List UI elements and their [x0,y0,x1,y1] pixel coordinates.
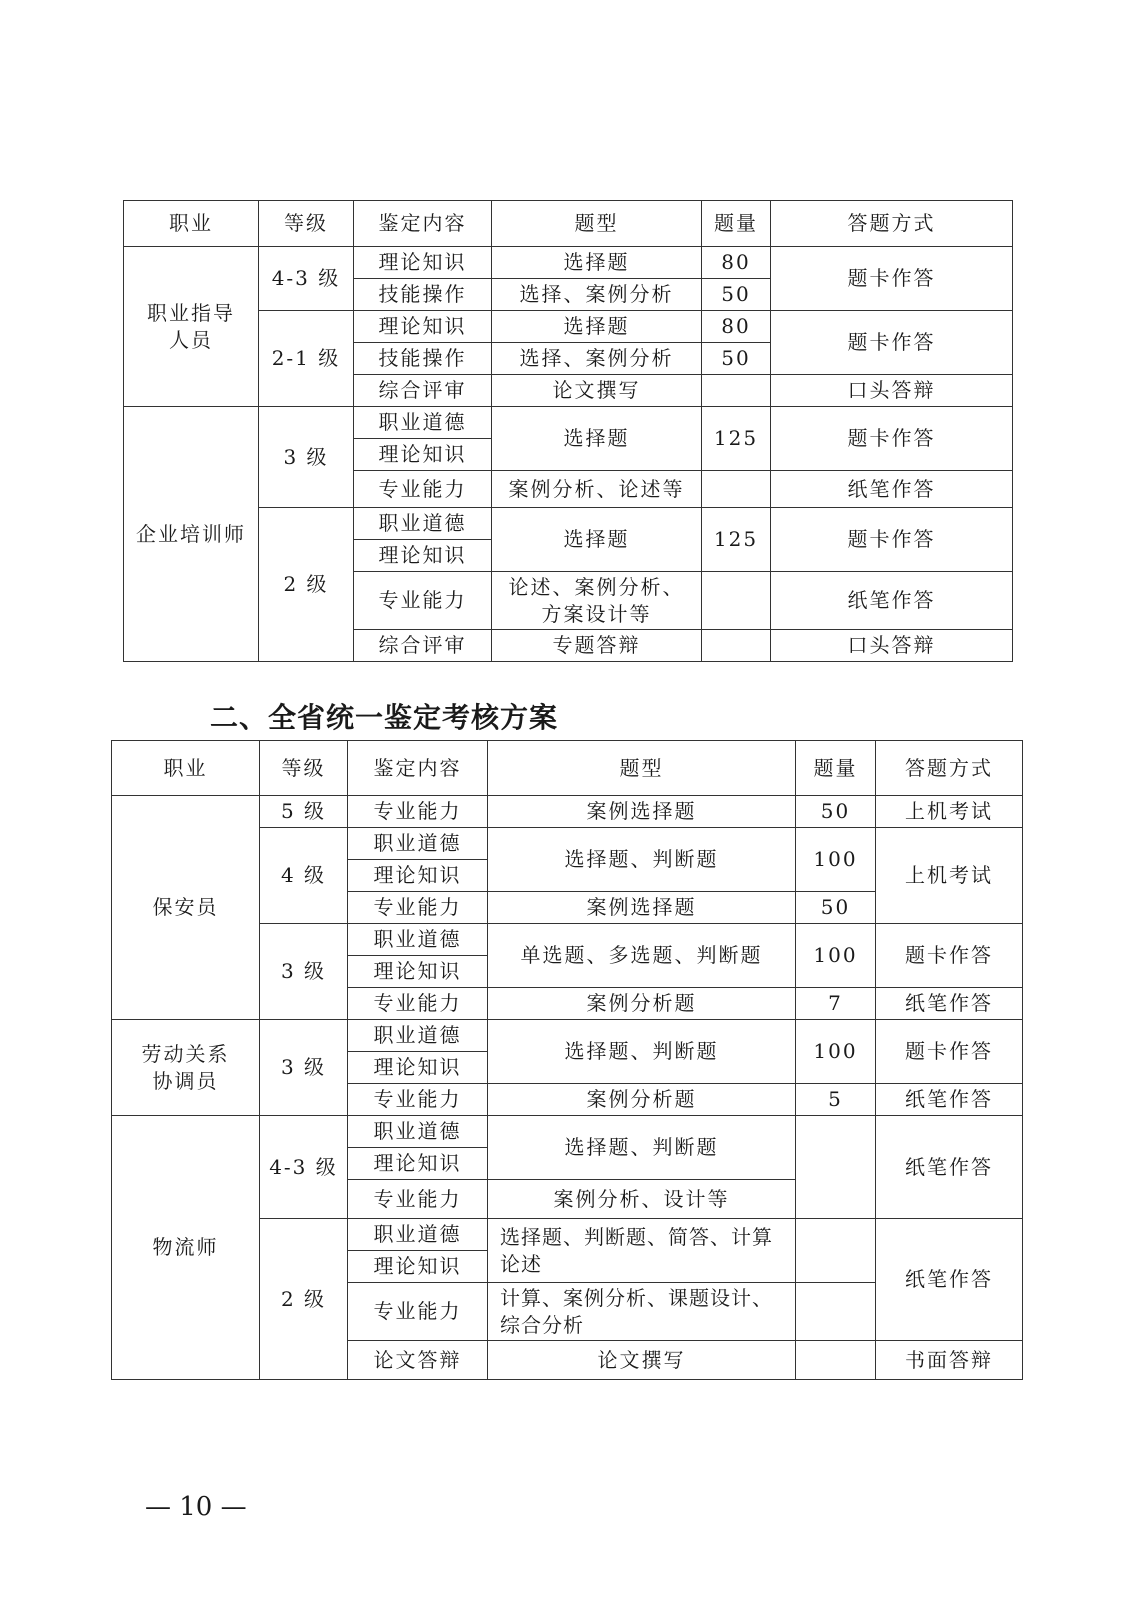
content-cell: 专业能力 [348,892,488,924]
level-cell: 4 级 [260,828,348,924]
content-cell: 职业道德 [348,828,488,860]
header-type: 题型 [488,741,796,796]
count-cell: 125 [702,508,771,572]
header-count: 题量 [796,741,876,796]
method-cell: 纸笔作答 [876,1084,1023,1116]
count-cell: 50 [702,343,771,375]
count-cell: 50 [702,279,771,311]
content-cell: 综合评审 [354,630,492,662]
type-cell: 论文撰写 [492,375,702,407]
count-cell: 50 [796,892,876,924]
occupation-cell: 保安员 [112,796,260,1020]
content-cell: 专业能力 [348,1180,488,1219]
level-cell: 2-1 级 [259,311,354,407]
content-cell: 理论知识 [348,956,488,988]
content-cell: 专业能力 [348,1084,488,1116]
type-cell: 论述、案例分析、 方案设计等 [492,572,702,630]
content-cell: 专业能力 [348,988,488,1020]
count-cell: 80 [702,311,771,343]
occupation-cell: 职业指导 人员 [124,247,259,407]
type-cell: 选择题、判断题 [488,828,796,892]
type-cell: 计算、案例分析、课题设计、 综合分析 [488,1283,796,1341]
content-cell: 理论知识 [348,1052,488,1084]
header-level: 等级 [260,741,348,796]
type-cell: 选择题、判断题 [488,1020,796,1084]
level-cell: 2 级 [260,1219,348,1380]
method-cell: 纸笔作答 [771,572,1013,630]
level-cell: 2 级 [259,508,354,662]
method-cell: 题卡作答 [876,924,1023,988]
header-count: 题量 [702,201,771,247]
count-cell [702,630,771,662]
type-cell: 案例选择题 [488,796,796,828]
method-cell: 纸笔作答 [876,1219,1023,1341]
content-cell: 职业道德 [348,1116,488,1148]
count-cell: 80 [702,247,771,279]
content-cell: 职业道德 [354,407,492,439]
count-cell [796,1283,876,1341]
method-cell: 上机考试 [876,828,1023,924]
method-cell: 题卡作答 [771,311,1013,375]
content-cell: 理论知识 [354,311,492,343]
header-method: 答题方式 [876,741,1023,796]
count-cell [796,1341,876,1380]
type-cell: 案例分析题 [488,988,796,1020]
level-cell: 3 级 [260,1020,348,1116]
type-cell: 选择题 [492,407,702,471]
content-cell: 技能操作 [354,279,492,311]
header-content: 鉴定内容 [354,201,492,247]
level-cell: 3 级 [259,407,354,508]
count-cell: 100 [796,828,876,892]
table-provincial-assessment [111,740,1023,1380]
type-cell: 论文撰写 [488,1341,796,1380]
type-cell: 选择题 [492,247,702,279]
content-cell: 职业道德 [354,508,492,540]
count-cell [796,1219,876,1283]
level-cell: 4-3 级 [259,247,354,311]
table-header-row [124,201,1013,247]
type-cell: 选择、案例分析 [492,343,702,375]
content-cell: 理论知识 [348,1251,488,1283]
method-cell: 上机考试 [876,796,1023,828]
method-cell: 纸笔作答 [876,1116,1023,1219]
header-occupation: 职业 [124,201,259,247]
method-cell: 纸笔作答 [771,471,1013,508]
method-cell: 题卡作答 [771,407,1013,471]
table-header-row [112,741,1023,796]
count-cell [702,471,771,508]
occupation-cell: 劳动关系 协调员 [112,1020,260,1116]
level-cell: 3 级 [260,924,348,1020]
header-occupation: 职业 [112,741,260,796]
header-method: 答题方式 [771,201,1013,247]
method-cell: 题卡作答 [876,1020,1023,1084]
count-cell: 100 [796,1020,876,1084]
count-cell: 7 [796,988,876,1020]
occupation-cell: 企业培训师 [124,407,259,662]
type-cell: 选择、案例分析 [492,279,702,311]
content-cell: 理论知识 [354,439,492,471]
content-cell: 职业道德 [348,924,488,956]
count-cell [796,1116,876,1219]
type-cell: 案例分析、设计等 [488,1180,796,1219]
table-occupational-guidance [123,200,1013,662]
content-cell: 专业能力 [354,471,492,508]
header-content: 鉴定内容 [348,741,488,796]
content-cell: 理论知识 [354,247,492,279]
content-cell: 专业能力 [348,796,488,828]
content-cell: 职业道德 [348,1020,488,1052]
content-cell: 论文答辩 [348,1341,488,1380]
count-cell: 125 [702,407,771,471]
table-row [124,407,1013,439]
type-cell: 选择题 [492,311,702,343]
type-cell: 选择题 [492,508,702,572]
content-cell: 理论知识 [348,1148,488,1180]
type-cell: 案例选择题 [488,892,796,924]
content-cell: 专业能力 [348,1283,488,1341]
table-row [112,1116,1023,1148]
count-cell [702,375,771,407]
count-cell: 5 [796,1084,876,1116]
level-cell: 4-3 级 [260,1116,348,1219]
type-cell: 单选题、多选题、判断题 [488,924,796,988]
method-cell: 题卡作答 [771,247,1013,311]
type-cell: 专题答辩 [492,630,702,662]
type-cell: 选择题、判断题、简答、计算 论述 [488,1219,796,1283]
method-cell: 题卡作答 [771,508,1013,572]
header-level: 等级 [259,201,354,247]
header-type: 题型 [492,201,702,247]
content-cell: 理论知识 [354,540,492,572]
content-cell: 技能操作 [354,343,492,375]
occupation-cell: 物流师 [112,1116,260,1380]
method-cell: 口头答辩 [771,375,1013,407]
table-row [124,247,1013,279]
table-row [112,796,1023,828]
type-cell: 选择题、判断题 [488,1116,796,1180]
table-row [112,1020,1023,1052]
count-cell: 50 [796,796,876,828]
content-cell: 理论知识 [348,860,488,892]
content-cell: 综合评审 [354,375,492,407]
method-cell: 口头答辩 [771,630,1013,662]
method-cell: 书面答辩 [876,1341,1023,1380]
page-number: — 10 — [145,1492,247,1522]
count-cell [702,572,771,630]
level-cell: 5 级 [260,796,348,828]
type-cell: 案例分析题 [488,1084,796,1116]
count-cell: 100 [796,924,876,988]
content-cell: 职业道德 [348,1219,488,1251]
content-cell: 专业能力 [354,572,492,630]
type-cell: 案例分析、论述等 [492,471,702,508]
method-cell: 纸笔作答 [876,988,1023,1020]
section-heading: 二、全省统一鉴定考核方案 [210,701,559,734]
